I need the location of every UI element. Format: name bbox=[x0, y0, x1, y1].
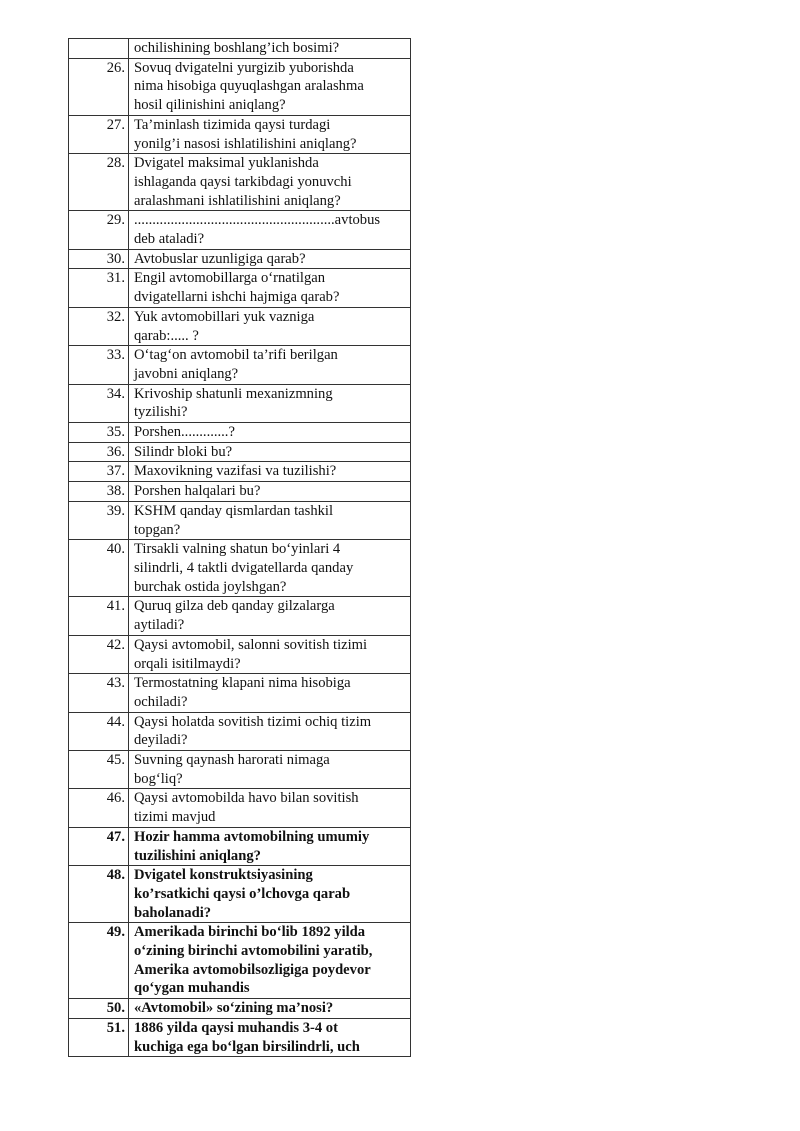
question-text bbox=[129, 1018, 411, 1056]
question-number: 37. bbox=[69, 462, 129, 482]
question-text-line: Amerika avtomobilsozligiga poydevor bbox=[134, 961, 371, 978]
question-text-line: yonilg’i nasosi ishlatilishini aniqlang? bbox=[134, 135, 357, 152]
question-number: 30. bbox=[69, 249, 129, 269]
question-text bbox=[129, 540, 411, 597]
question-text-line: Porshen.............? bbox=[134, 424, 235, 441]
question-row bbox=[69, 346, 411, 384]
question-text-line: tyzilishi? bbox=[134, 404, 188, 421]
question-number: 46. bbox=[69, 789, 129, 827]
question-text-line: .......................................................avtobus bbox=[134, 212, 381, 229]
question-number: 48. bbox=[69, 866, 129, 923]
question-text bbox=[129, 501, 411, 539]
question-row bbox=[69, 58, 411, 115]
question-text-line: o‘zining birinchi avtomobilini yaratib, bbox=[134, 943, 373, 960]
question-text-line: nima hisobiga quyuqlashgan aralashma bbox=[134, 78, 364, 95]
question-text-line: Yuk avtomobillari yuk vazniga bbox=[134, 308, 315, 325]
question-text bbox=[129, 751, 411, 789]
question-text-line: 1886 yilda qaysi muhandis 3-4 ot bbox=[134, 1019, 338, 1036]
question-text bbox=[129, 39, 411, 59]
question-text-line: bog‘liq? bbox=[134, 770, 183, 787]
question-row bbox=[69, 249, 411, 269]
question-text bbox=[129, 115, 411, 153]
question-text bbox=[129, 307, 411, 345]
question-row bbox=[69, 789, 411, 827]
question-number: 47. bbox=[69, 827, 129, 865]
question-text bbox=[129, 346, 411, 384]
question-number: 33. bbox=[69, 346, 129, 384]
questions-table-body bbox=[69, 39, 411, 1057]
question-text-line: burchak ostida joylshgan? bbox=[134, 578, 287, 595]
question-text bbox=[129, 442, 411, 462]
question-number: 28. bbox=[69, 154, 129, 211]
questions-table bbox=[68, 38, 411, 1057]
question-text bbox=[129, 58, 411, 115]
question-text-line: Hozir hamma avtomobilning umumiy bbox=[134, 828, 370, 845]
question-row bbox=[69, 462, 411, 482]
question-text bbox=[129, 923, 411, 999]
question-text-line: Engil avtomobillarga o‘rnatilgan bbox=[134, 270, 326, 287]
question-row bbox=[69, 827, 411, 865]
question-text-line: KSHM qanday qismlardan tashkil bbox=[134, 502, 334, 519]
question-row bbox=[69, 923, 411, 999]
question-number: 41. bbox=[69, 597, 129, 635]
question-number: 38. bbox=[69, 482, 129, 502]
question-text-line: Qaysi avtomobilda havo bilan sovitish bbox=[134, 790, 359, 807]
question-row bbox=[69, 597, 411, 635]
question-text-line: ochiladi? bbox=[134, 693, 188, 710]
question-text-line: Krivoship shatunli mexanizmning bbox=[134, 385, 333, 402]
question-row bbox=[69, 482, 411, 502]
question-text-line: Silindr bloki bu? bbox=[134, 443, 233, 460]
question-row bbox=[69, 751, 411, 789]
question-row bbox=[69, 154, 411, 211]
question-text-line: Amerikada birinchi bo‘lib 1892 yilda bbox=[134, 924, 366, 941]
question-text-line: qo‘ygan muhandis bbox=[134, 980, 250, 997]
question-text-line: Qaysi holatda sovitish tizimi ochiq tizim bbox=[134, 713, 372, 730]
question-number: 27. bbox=[69, 115, 129, 153]
question-text-line: Dvigatel maksimal yuklanishda bbox=[134, 155, 319, 172]
question-number: 43. bbox=[69, 674, 129, 712]
question-number: 29. bbox=[69, 211, 129, 249]
question-row bbox=[69, 211, 411, 249]
question-text-line: javobni aniqlang? bbox=[134, 365, 239, 382]
question-text bbox=[129, 423, 411, 443]
question-row bbox=[69, 307, 411, 345]
question-text-line: Quruq gilza deb qanday gilzalarga bbox=[134, 598, 335, 615]
question-text bbox=[129, 866, 411, 923]
question-text-line: Porshen halqalari bu? bbox=[134, 483, 261, 500]
question-text-line: ko’rsatkichi qaysi o’lchovga qarab bbox=[134, 885, 351, 902]
question-number: 32. bbox=[69, 307, 129, 345]
question-text-line: O‘tag‘on avtomobil ta’rifi berilgan bbox=[134, 347, 338, 364]
question-number: 31. bbox=[69, 269, 129, 307]
question-text-line: baholanadi? bbox=[134, 904, 212, 921]
question-row bbox=[69, 115, 411, 153]
question-row bbox=[69, 1018, 411, 1056]
question-number: 44. bbox=[69, 712, 129, 750]
question-text bbox=[129, 999, 411, 1019]
question-text-line: qarab:..... ? bbox=[134, 327, 199, 344]
question-text bbox=[129, 269, 411, 307]
question-text-line: Dvigatel konstruktsiyasining bbox=[134, 867, 313, 884]
question-text bbox=[129, 211, 411, 249]
question-text-line: ishlaganda qaysi tarkibdagi yonuvchi bbox=[134, 173, 352, 190]
question-number: 36. bbox=[69, 442, 129, 462]
question-text bbox=[129, 827, 411, 865]
question-row bbox=[69, 442, 411, 462]
question-row bbox=[69, 999, 411, 1019]
question-text-line: ochilishining boshlang’ich bosimi? bbox=[134, 40, 340, 56]
question-row bbox=[69, 384, 411, 422]
question-row bbox=[69, 866, 411, 923]
question-text-line: Qaysi avtomobil, salonni sovitish tizimi bbox=[134, 636, 368, 653]
question-row bbox=[69, 674, 411, 712]
question-number: 42. bbox=[69, 635, 129, 673]
question-text-line: deyiladi? bbox=[134, 732, 188, 749]
question-text-line: orqali isitilmaydi? bbox=[134, 655, 241, 672]
question-text-line: dvigatellarni ishchi hajmiga qarab? bbox=[134, 289, 340, 306]
question-text bbox=[129, 597, 411, 635]
question-text bbox=[129, 712, 411, 750]
question-text bbox=[129, 154, 411, 211]
question-number: 35. bbox=[69, 423, 129, 443]
question-text-line: topgan? bbox=[134, 521, 181, 538]
question-number: 26. bbox=[69, 58, 129, 115]
question-text bbox=[129, 635, 411, 673]
question-row bbox=[69, 501, 411, 539]
question-number: 40. bbox=[69, 540, 129, 597]
question-number: 49. bbox=[69, 923, 129, 999]
question-row bbox=[69, 269, 411, 307]
question-number: 39. bbox=[69, 501, 129, 539]
question-number: 50. bbox=[69, 999, 129, 1019]
question-text bbox=[129, 462, 411, 482]
question-text-line: silindrli, 4 taktli dvigatellarda qanday bbox=[134, 559, 354, 576]
question-text-line: «Avtomobil» so‘zining ma’nosi? bbox=[134, 1000, 334, 1017]
question-number: 45. bbox=[69, 751, 129, 789]
question-row bbox=[69, 423, 411, 443]
question-text-line: Suvning qaynash harorati nimaga bbox=[134, 752, 330, 769]
question-row bbox=[69, 540, 411, 597]
question-text-line: hosil qilinishini aniqlang? bbox=[134, 97, 286, 114]
question-text-line: aytiladi? bbox=[134, 617, 185, 634]
question-row bbox=[69, 712, 411, 750]
question-text-line: Tirsakli valning shatun bo‘yinlari 4 bbox=[134, 541, 341, 558]
question-row bbox=[69, 39, 411, 59]
question-text bbox=[129, 384, 411, 422]
question-text-line: Avtobuslar uzunligiga qarab? bbox=[134, 250, 306, 267]
question-number bbox=[69, 39, 129, 59]
question-text bbox=[129, 249, 411, 269]
question-number: 51. bbox=[69, 1018, 129, 1056]
question-text-line: Termostatning klapani nima hisobiga bbox=[134, 675, 351, 692]
question-text-line: tuzilishini aniqlang? bbox=[134, 847, 261, 864]
question-text-line: aralashmani ishlatilishini aniqlang? bbox=[134, 192, 341, 209]
question-text-line: deb ataladi? bbox=[134, 231, 205, 248]
question-text-line: Maxovikning vazifasi va tuzilishi? bbox=[134, 463, 337, 480]
question-row bbox=[69, 635, 411, 673]
question-text bbox=[129, 482, 411, 502]
question-text-line: tizimi mavjud bbox=[134, 809, 216, 826]
question-number: 34. bbox=[69, 384, 129, 422]
question-text-line: kuchiga ega bo‘lgan birsilindrli, uch bbox=[134, 1038, 360, 1055]
question-text-line: Sovuq dvigatelni yurgizib yuborishda bbox=[134, 59, 354, 76]
question-text bbox=[129, 789, 411, 827]
question-text-line: Ta’minlash tizimida qaysi turdagi bbox=[134, 116, 331, 133]
question-text bbox=[129, 674, 411, 712]
